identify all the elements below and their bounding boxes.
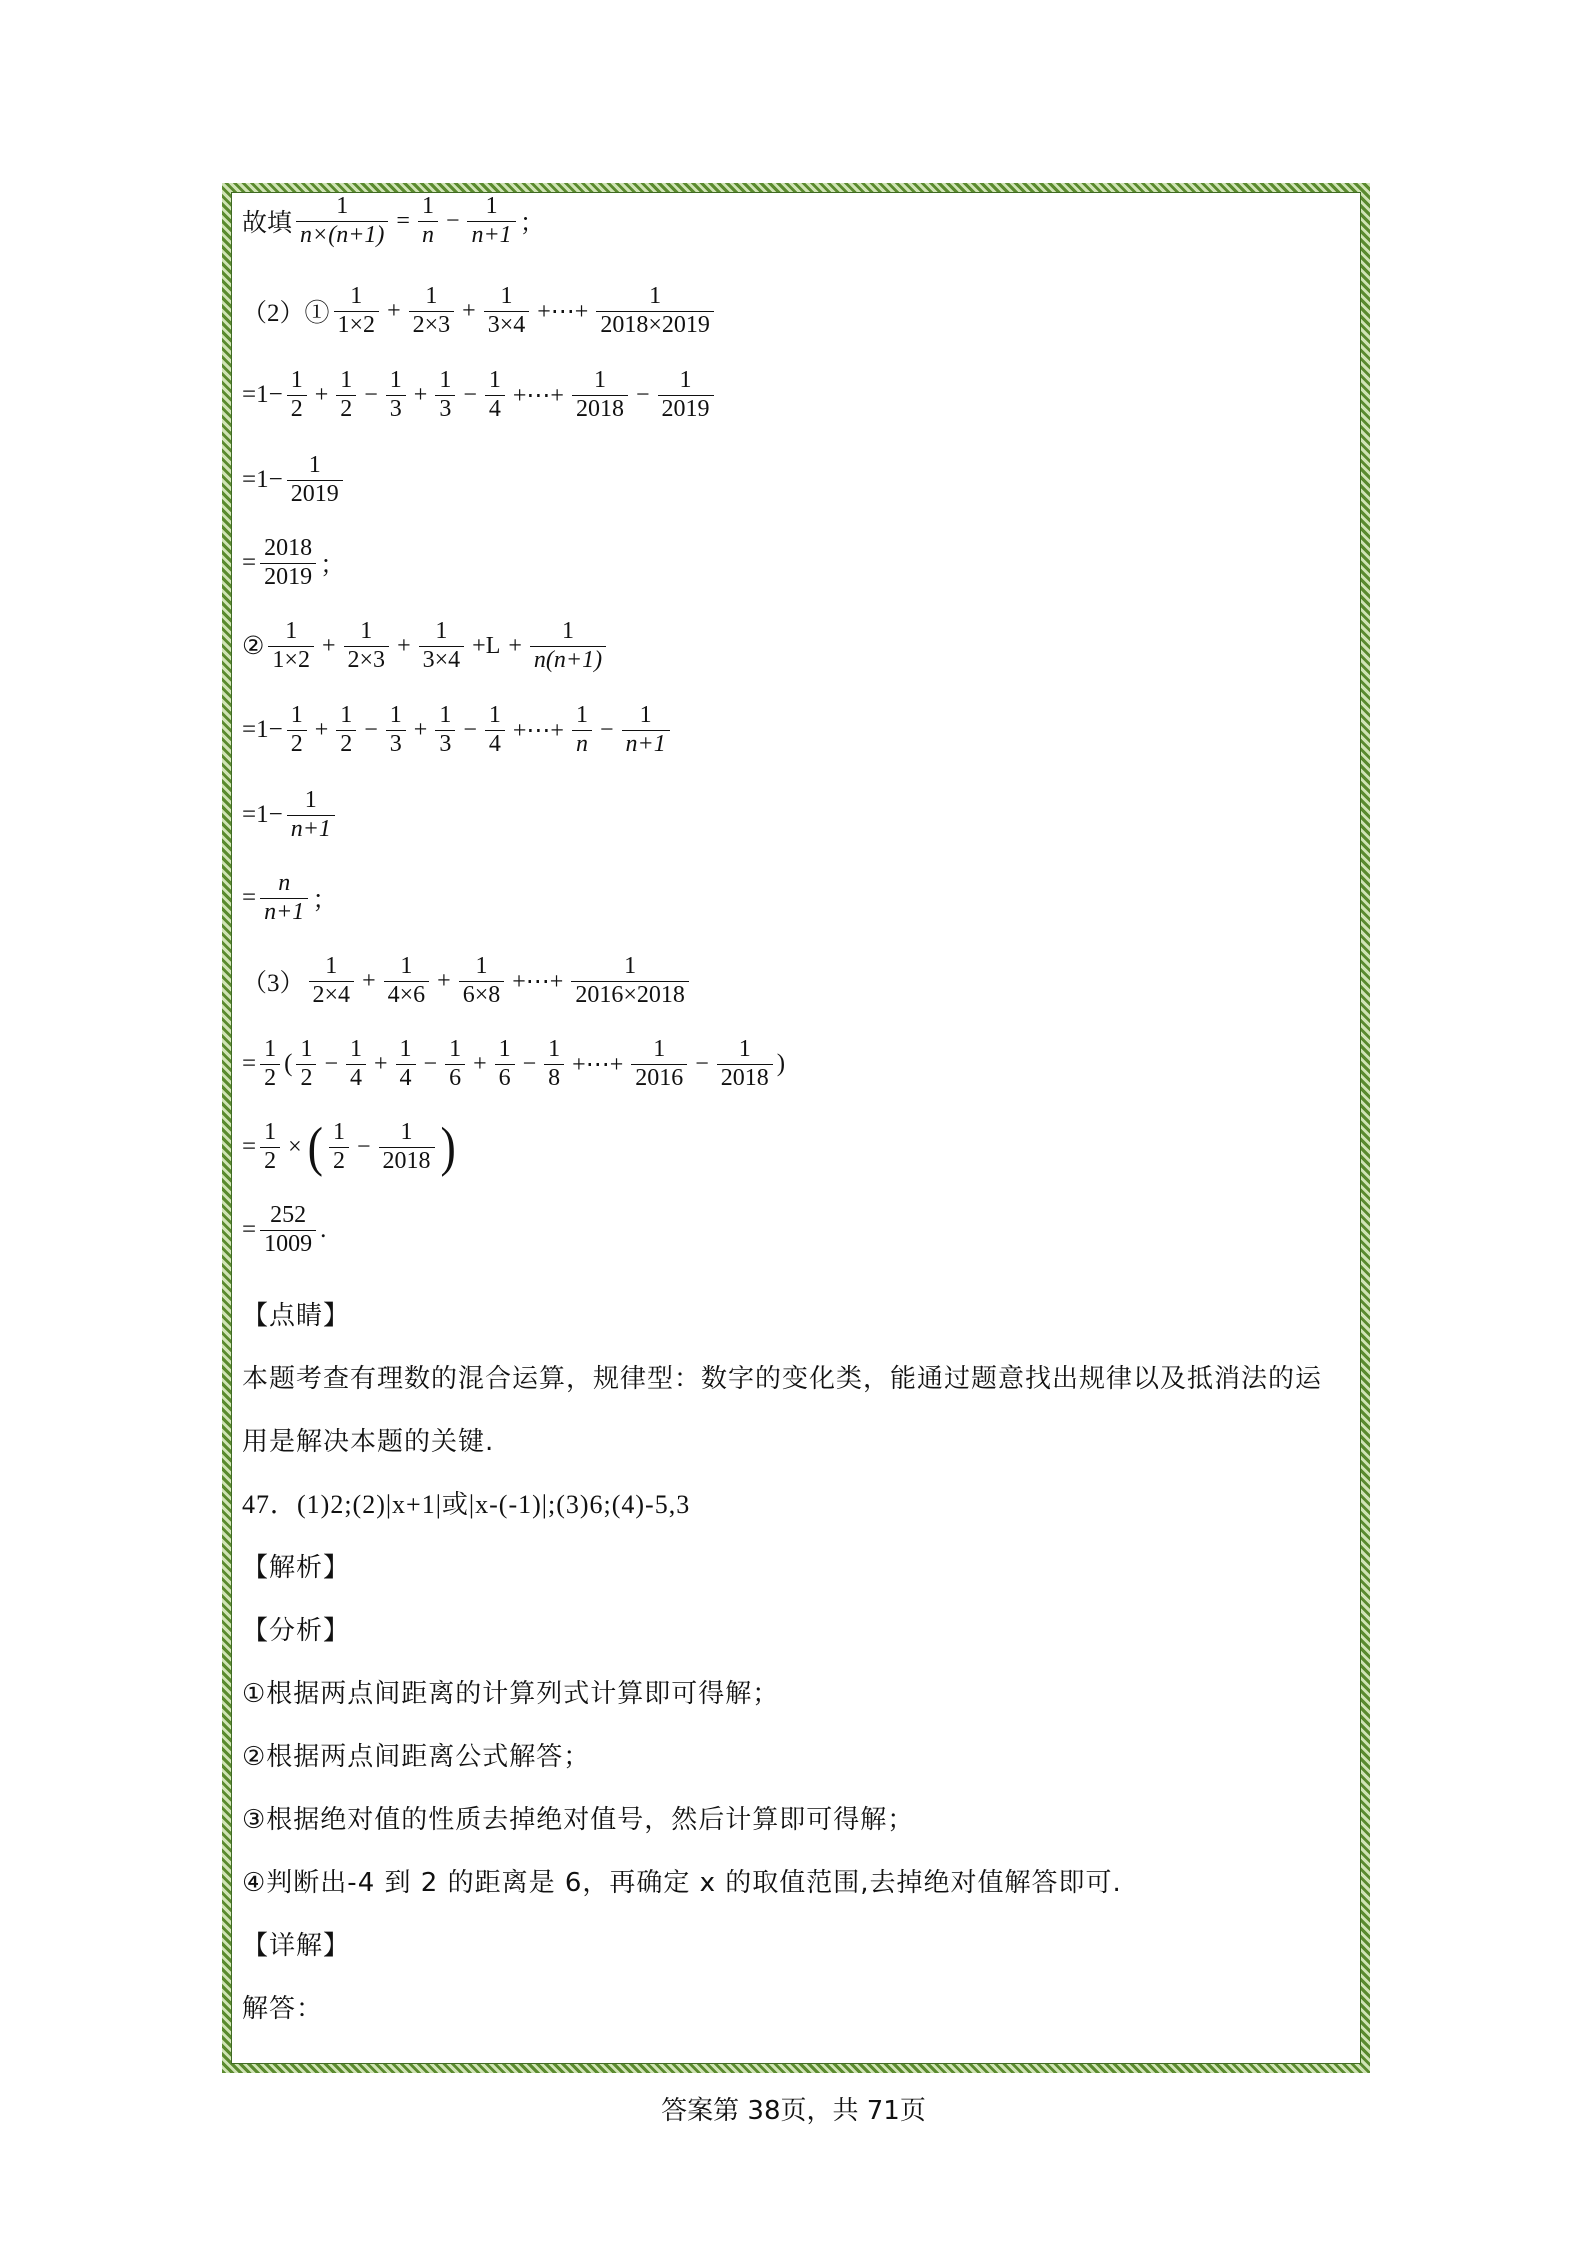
dianjing-text-2: 用是解决本题的关键. <box>242 1427 495 1457</box>
fraction: $\frac{1}{2018\times 2019}$ <box>596 283 714 339</box>
minus: − <box>423 1050 438 1077</box>
analysis-4: ④判断出-4 到 2 的距离是 6，再确定 x 的取值范围,去掉绝对值解答即可. <box>242 1868 1122 1898</box>
fraction: $\frac{1}{n(n+1)}$ <box>530 618 606 674</box>
text: ； <box>320 552 346 580</box>
equals: = <box>242 1216 257 1244</box>
fraction: $\frac{1}{6}$ <box>445 1036 465 1092</box>
plus: + <box>413 716 428 743</box>
formula-line-10 <box>242 953 693 1009</box>
analysis-2: ②根据两点间距离公式解答； <box>242 1742 591 1772</box>
section-dianjing: 【点睛】 <box>242 1301 351 1331</box>
equals: = <box>396 207 410 234</box>
formula-line-5 <box>242 535 345 591</box>
fraction: $\frac{1}{n}$ <box>572 702 592 758</box>
right-paren: ) <box>440 1115 456 1178</box>
fraction: $\frac{1}{n}$ <box>418 193 438 249</box>
fraction: $\frac{1}{4}$ <box>396 1036 416 1092</box>
dots: +⋯+ <box>512 717 564 744</box>
text: （2）① <box>242 300 330 328</box>
fraction: $\frac{1}{2018}$ <box>572 367 628 423</box>
minus: − <box>364 381 378 408</box>
analysis-3: ③根据绝对值的性质去掉绝对值号，然后计算即可得解； <box>242 1805 915 1835</box>
minus: − <box>445 207 460 234</box>
section-fenxi: 【分析】 <box>242 1616 351 1646</box>
text: =1− <box>242 716 283 744</box>
fraction: $\frac{2018}{2019}$ <box>260 535 316 591</box>
plus: + <box>314 716 329 743</box>
fraction: $\frac{1}{4\times 6}$ <box>384 953 430 1009</box>
plus: + <box>314 381 329 408</box>
fraction: $\frac{1}{2}$ <box>336 702 356 758</box>
minus: − <box>522 1050 537 1077</box>
text: （3） <box>242 970 305 998</box>
fraction: $\frac{1}{2}$ <box>336 367 356 423</box>
plus: + <box>387 297 401 324</box>
plus: + <box>437 967 451 994</box>
minus: − <box>356 1133 371 1160</box>
minus: − <box>695 1050 709 1077</box>
fraction: $\frac{1}{n+1}$ <box>622 702 670 758</box>
fraction: $\frac{1}{2016\times 2018}$ <box>571 953 689 1009</box>
fraction: $\frac{1}{2}$ <box>260 1119 280 1175</box>
fraction: $\frac{1}{3}$ <box>386 367 406 423</box>
analysis-1: ①根据两点间距离的计算列式计算即可得解； <box>242 1679 780 1709</box>
fraction: $\frac{1}{2\times 4}$ <box>309 953 355 1009</box>
plus: + <box>397 632 411 659</box>
text: ； <box>519 210 545 238</box>
text: ( <box>284 1050 293 1078</box>
fraction: $\frac{1}{4}$ <box>346 1036 366 1092</box>
fraction: $\frac{1}{1\times 2}$ <box>334 283 380 339</box>
fraction: $\frac{1}{2016}$ <box>631 1036 687 1092</box>
formula-line-4 <box>242 452 347 508</box>
fraction: $\frac{1}{3\times 4}$ <box>419 618 465 674</box>
formula-line-13 <box>242 1202 326 1258</box>
formula-line-9 <box>242 870 337 926</box>
formula-line-1 <box>242 193 545 249</box>
section-jiexi: 【解析】 <box>242 1553 351 1583</box>
fraction: $\frac{1}{2}$ <box>287 367 307 423</box>
text: ) <box>776 1050 786 1078</box>
plus: + <box>462 297 476 324</box>
text: =1− <box>242 381 283 409</box>
text: =1− <box>242 466 283 494</box>
page-footer: 答案第 38页，共 71页 <box>661 2096 926 2126</box>
dots: +⋯+ <box>572 1051 624 1078</box>
text: ； <box>312 887 338 915</box>
fraction: $\frac{1}{2\times 3}$ <box>409 283 455 339</box>
fraction: $\frac{1}{n+1}$ <box>467 193 515 249</box>
plus: + <box>362 967 376 994</box>
dots: +⋯+ <box>512 382 564 409</box>
formula-line-7 <box>242 702 674 758</box>
fraction: $\frac{1}{2}$ <box>329 1119 349 1175</box>
fraction: $\frac{1}{4}$ <box>485 367 505 423</box>
text: +L <box>472 632 501 659</box>
question-47: 47．(1)2;(2)|x+1|或|x-(-1)|;(3)6;(4)-5,3 <box>242 1490 691 1519</box>
minus: − <box>635 381 650 408</box>
fraction: $\frac{1}{3}$ <box>435 367 455 423</box>
formula-line-11 <box>242 1036 785 1092</box>
formula-line-3 <box>242 367 718 423</box>
plus: + <box>508 632 522 659</box>
fraction: $\frac{1}{n\times(n+1)}$ <box>296 193 388 249</box>
fraction: $\frac{1}{2\times 3}$ <box>344 618 390 674</box>
formula-line-2 <box>242 283 718 339</box>
formula-line-12 <box>242 1115 458 1178</box>
equals: = <box>242 1133 257 1161</box>
fraction: $\frac{1}{2}$ <box>287 702 307 758</box>
formula-line-6 <box>242 618 610 674</box>
answer-label: 解答： <box>242 1994 324 2024</box>
left-paren: ( <box>307 1115 323 1178</box>
fraction: $\frac{n}{n+1}$ <box>260 870 308 926</box>
fraction: $\frac{1}{2018}$ <box>379 1119 435 1175</box>
fraction: $\frac{1}{4}$ <box>485 702 505 758</box>
fraction: $\frac{1}{8}$ <box>544 1036 564 1092</box>
equals: = <box>242 1050 257 1078</box>
minus: − <box>364 716 378 743</box>
fraction: $\frac{1}{2019}$ <box>287 452 343 508</box>
fraction: $\frac{1}{1\times 2}$ <box>268 618 314 674</box>
plus: + <box>473 1050 487 1077</box>
text: . <box>320 1216 327 1244</box>
fraction: $\frac{1}{2}$ <box>260 1036 280 1092</box>
formula-line-8 <box>242 787 339 843</box>
minus: − <box>463 716 477 743</box>
text: =1− <box>242 801 283 829</box>
fraction: $\frac{252}{1009}$ <box>260 1202 316 1258</box>
plus: + <box>321 632 336 659</box>
minus: − <box>324 1050 338 1077</box>
times: × <box>288 1133 302 1160</box>
dots: +⋯+ <box>512 968 564 995</box>
dots: +⋯+ <box>537 298 589 325</box>
text: ② <box>242 633 265 661</box>
section-xiangjie: 【详解】 <box>242 1931 351 1961</box>
dianjing-text-1: 本题考查有理数的混合运算，规律型：数字的变化类，能通过题意找出规律以及抵消法的运 <box>242 1364 1323 1394</box>
fraction: $\frac{1}{3\times 4}$ <box>484 283 530 339</box>
fraction: $\frac{1}{6}$ <box>495 1036 515 1092</box>
fraction: $\frac{1}{6\times 8}$ <box>459 953 505 1009</box>
fraction: $\frac{1}{3}$ <box>386 702 406 758</box>
plus: + <box>413 381 428 408</box>
fraction: $\frac{1}{2019}$ <box>658 367 714 423</box>
minus: − <box>599 716 614 743</box>
equals: = <box>242 884 257 912</box>
plus: + <box>373 1050 388 1077</box>
fraction: $\frac{1}{n+1}$ <box>287 787 335 843</box>
fraction: $\frac{1}{3}$ <box>435 702 455 758</box>
fraction: $\frac{1}{2018}$ <box>717 1036 773 1092</box>
equals: = <box>242 549 257 577</box>
text: 故填 <box>242 210 293 238</box>
fraction: $\frac{1}{2}$ <box>296 1036 316 1092</box>
minus: − <box>463 381 477 408</box>
